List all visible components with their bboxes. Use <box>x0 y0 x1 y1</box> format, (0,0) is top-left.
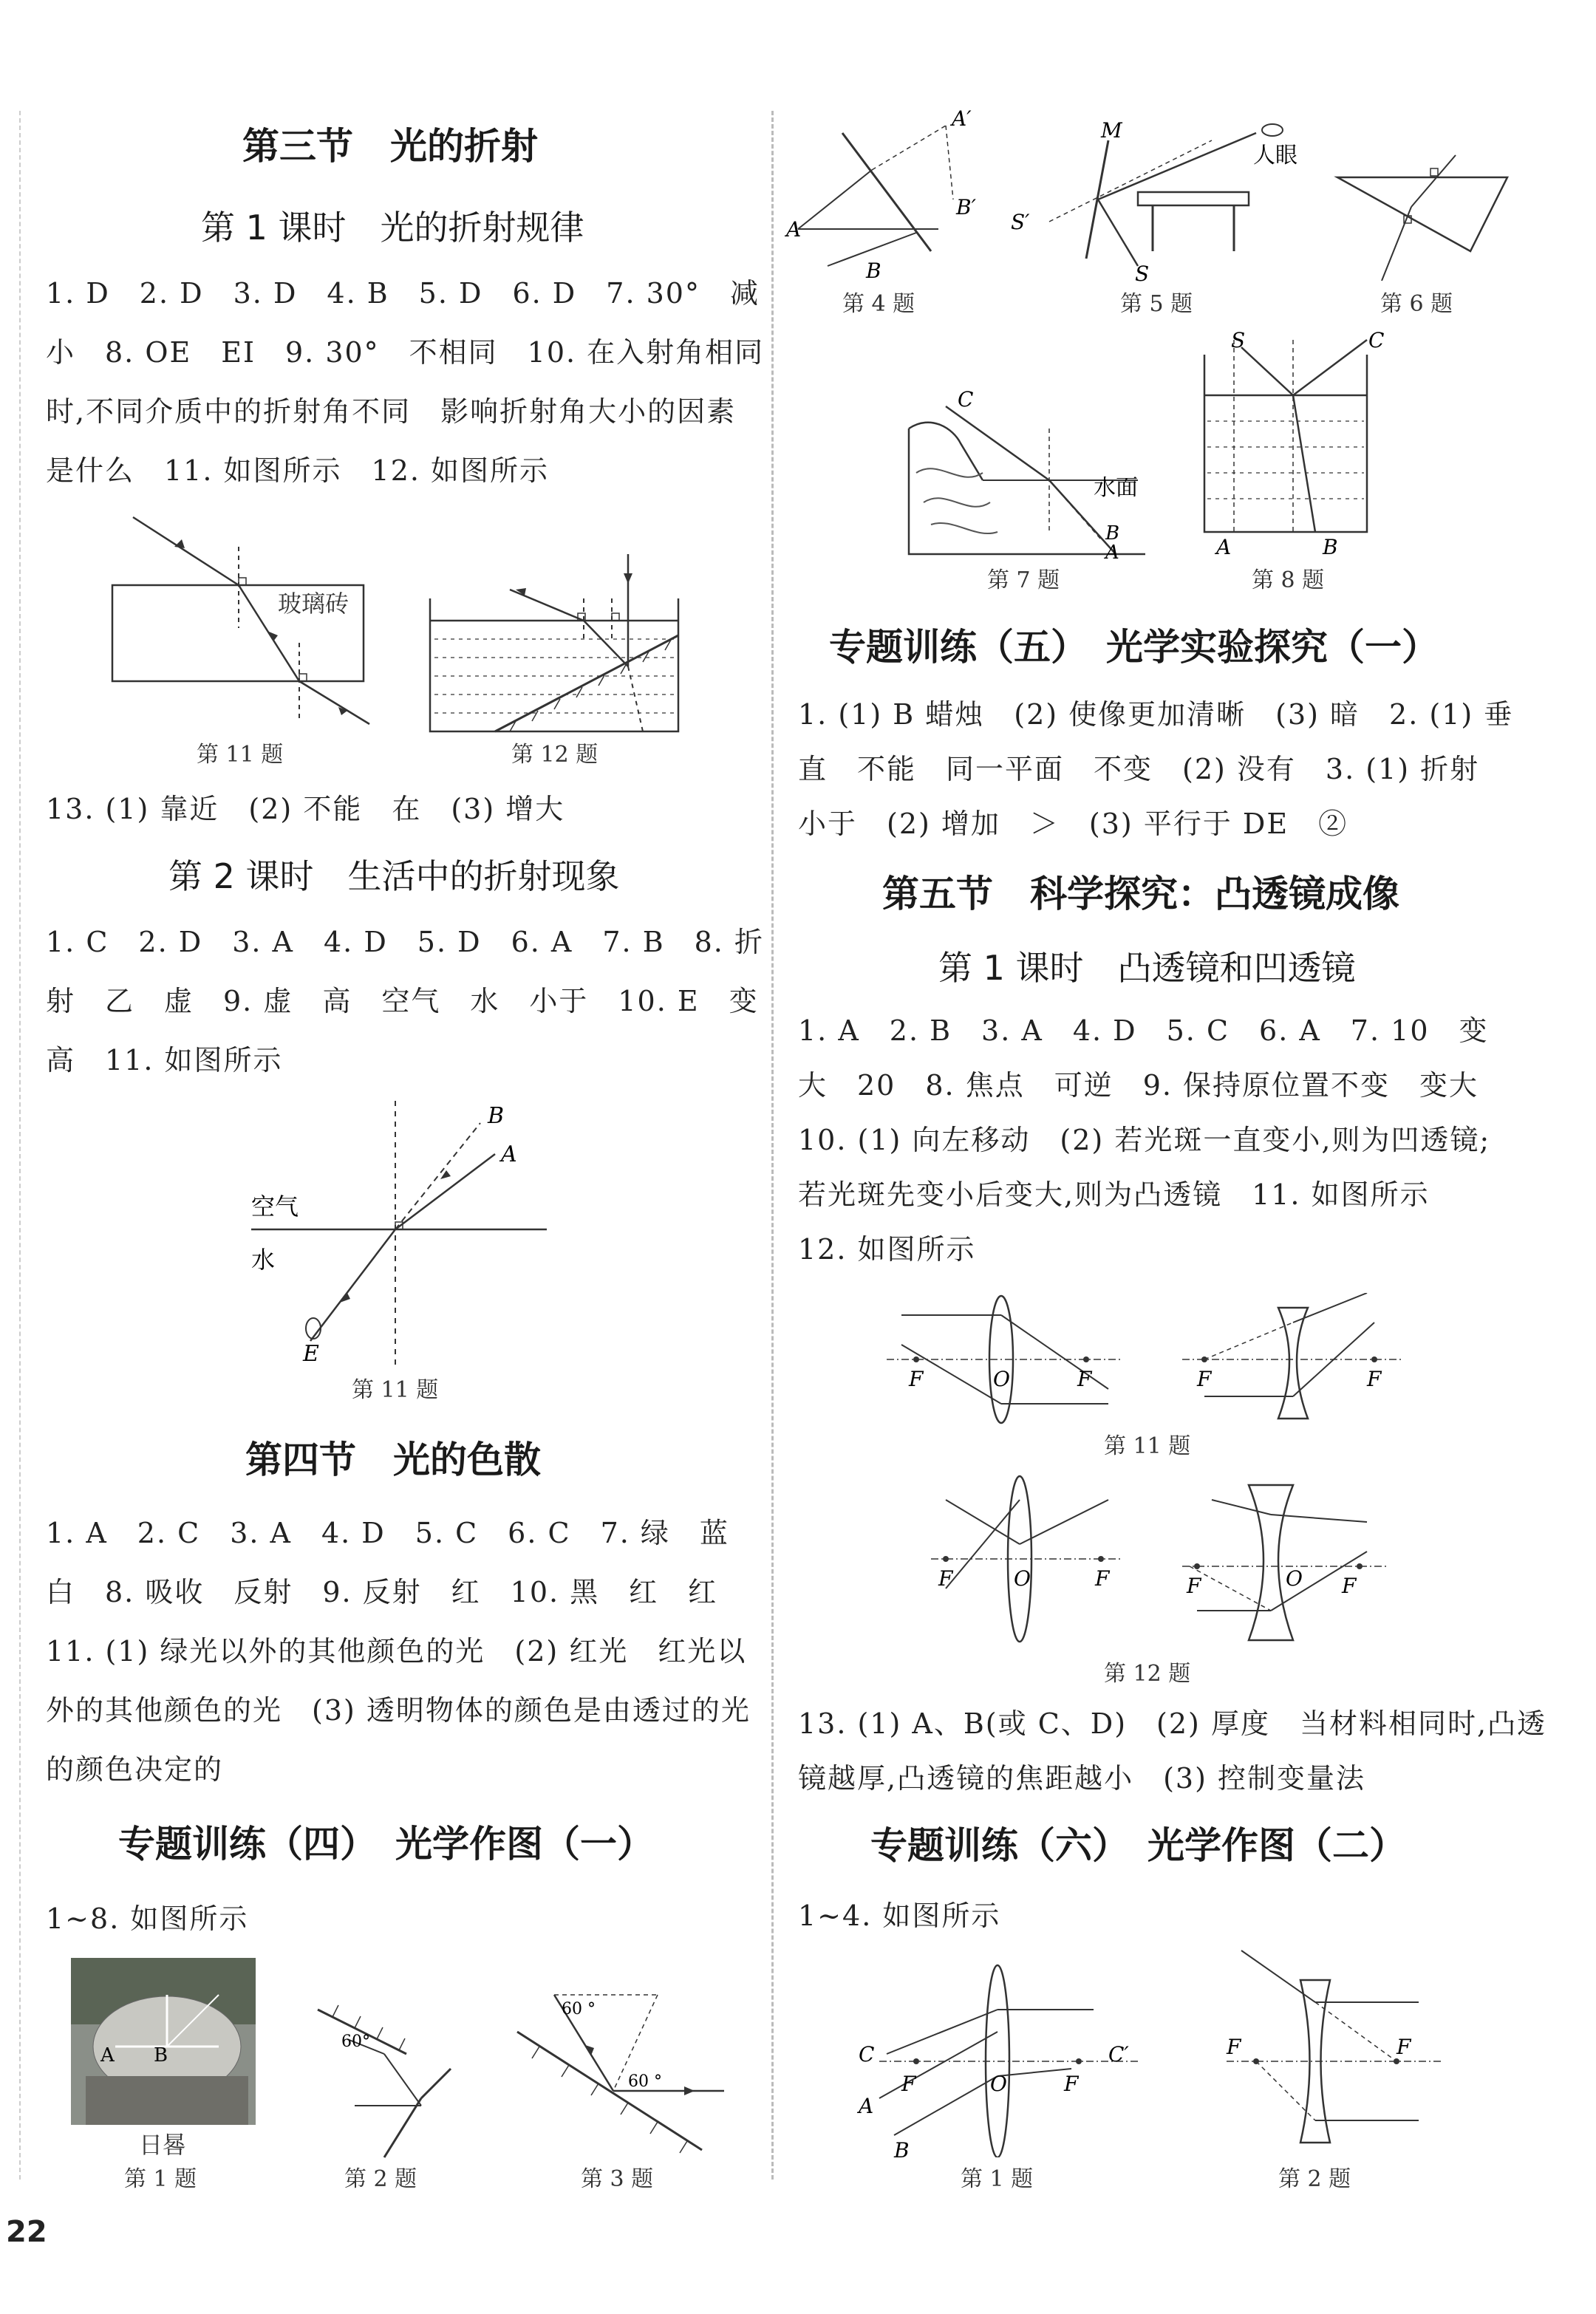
figure-t6-convex <box>850 1950 1160 2157</box>
svg-text:A: A <box>1105 542 1119 562</box>
svg-text:F: F <box>1064 2072 1079 2096</box>
svg-text:A: A <box>1216 535 1232 559</box>
page-number: 22 <box>6 2215 47 2249</box>
figure-t6-concave <box>1212 1943 1456 2150</box>
svg-text:F: F <box>909 1367 924 1391</box>
answer-line: 1. A 2. C 3. A 4. D 5. C 6. C 7. 绿 蓝 <box>46 1517 729 1549</box>
caption: 第 7 题 <box>987 567 1060 593</box>
figure-air-water <box>236 1093 547 1374</box>
answer-line: 13. (1) 靠近 (2) 不能 在 (3) 增大 <box>46 793 565 825</box>
caption: 第 3 题 <box>581 2166 654 2192</box>
caption: 第 4 题 <box>842 291 915 317</box>
answer-line: 1~4. 如图所示 <box>798 1900 1001 1932</box>
caption: 第 11 题 <box>352 1377 439 1403</box>
glass-label: 玻璃砖 <box>278 590 349 618</box>
svg-text:F: F <box>1227 2035 1241 2059</box>
answer-line: 1. A 2. B 3. A 4. D 5. C 6. A 7. 10 变 <box>798 1014 1489 1047</box>
svg-text:C′: C′ <box>1108 2042 1129 2066</box>
svg-text:F: F <box>1342 1574 1357 1598</box>
topic6-title: 专题训练（六） 光学作图（二） <box>870 1824 1406 1867</box>
water-surface-label: 水面 <box>1094 475 1138 501</box>
figure-two-mirrors <box>303 1995 458 2165</box>
figure-concave-lens-11 <box>1175 1293 1411 1426</box>
answer-line: 射 乙 虚 9. 虚 高 空气 水 小于 10. E 变 <box>46 985 759 1017</box>
figure-tank-8 <box>1197 325 1396 562</box>
lesson51-title: 第 1 课时 凸透镜和凹透镜 <box>938 948 1356 988</box>
svg-text:O: O <box>1286 1566 1303 1591</box>
svg-text:B: B <box>1105 522 1120 545</box>
answer-line: 高 11. 如图所示 <box>46 1044 283 1076</box>
lesson1-title: 第 1 课时 光的折射规律 <box>201 208 584 248</box>
section4-title: 第四节 光的色散 <box>245 1438 541 1481</box>
caption: 第 1 题 <box>124 2166 197 2192</box>
label-a: A <box>501 1141 517 1167</box>
section3-title: 第三节 光的折射 <box>242 125 538 168</box>
svg-text:C: C <box>859 2042 875 2066</box>
caption: 第 12 题 <box>511 742 598 768</box>
figure-prism-6 <box>1330 148 1515 281</box>
svg-text:F: F <box>1367 1367 1382 1391</box>
answer-line: 小于 (2) 增加 ＞ (3) 平行于 DE ② <box>798 808 1348 840</box>
water-label: 水 <box>251 1246 276 1274</box>
figure-convex-lens-11 <box>879 1293 1130 1426</box>
figure-concave-lens-12 <box>1175 1478 1396 1648</box>
svg-text:S: S <box>1135 262 1150 286</box>
svg-text:S′: S′ <box>1011 210 1030 234</box>
svg-text:A′: A′ <box>952 106 972 131</box>
figure-mirror-5 <box>1005 111 1300 288</box>
svg-text:F: F <box>1187 1574 1201 1598</box>
answer-line: 1~8. 如图所示 <box>46 1902 249 1935</box>
answer-line: 白 8. 吸收 反射 9. 反射 红 10. 黑 红 红 <box>46 1576 718 1608</box>
left-margin-line <box>19 111 21 2180</box>
caption: 第 11 题 <box>1104 1433 1191 1459</box>
answer-line: 若光斑先变小后变大,则为凸透镜 11. 如图所示 <box>798 1178 1430 1211</box>
label-e: E <box>303 1341 319 1367</box>
topic5-title: 专题训练（五） 光学实验探究（一） <box>829 626 1439 669</box>
answer-line: 时,不同介质中的折射角不同 影响折射角大小的因素 <box>46 395 737 428</box>
figure-convex-lens-12 <box>924 1470 1130 1648</box>
figure-water-tank <box>421 547 687 739</box>
caption: 第 6 题 <box>1380 291 1453 317</box>
svg-text:C: C <box>1368 328 1385 352</box>
answer-line: 直 不能 同一平面 不变 (2) 没有 3. (1) 折射 <box>798 753 1480 785</box>
answer-line: 12. 如图所示 <box>798 1233 976 1266</box>
svg-text:O: O <box>993 1367 1010 1391</box>
svg-text:M: M <box>1101 118 1122 143</box>
svg-text:B′: B′ <box>956 195 976 219</box>
figure-shore-7 <box>901 384 1153 562</box>
caption: 第 1 题 <box>961 2166 1034 2192</box>
topic4-title: 专题训练（四） 光学作图（一） <box>118 1823 654 1866</box>
answer-line: 13. (1) A、B(或 C、D) (2) 厚度 当材料相同时,凸透 <box>798 1707 1547 1740</box>
eye-label: 人眼 <box>1253 143 1297 168</box>
svg-text:A: A <box>859 2094 874 2118</box>
figure-incline-mirror <box>510 1987 732 2157</box>
figure-plane-mirror-4 <box>783 103 998 281</box>
caption: 第 2 题 <box>344 2166 417 2192</box>
svg-text:F: F <box>1197 1367 1212 1391</box>
sundial-label: 日晷 <box>139 2131 187 2159</box>
svg-text:F: F <box>1077 1367 1092 1391</box>
caption: 第 2 题 <box>1278 2166 1351 2192</box>
svg-text:S: S <box>1231 328 1246 352</box>
answer-line: 是什么 11. 如图所示 12. 如图所示 <box>46 454 550 487</box>
caption: 第 8 题 <box>1252 567 1325 593</box>
section5-title: 第五节 科学探究：凸透镜成像 <box>882 873 1399 915</box>
angle-label: 60° <box>341 2033 370 2051</box>
angle-label: 60 ° <box>562 2000 596 2018</box>
caption: 第 12 题 <box>1104 1661 1191 1687</box>
answer-line: 1. (1) B 蜡烛 (2) 使像更加清晰 (3) 暗 2. (1) 垂 <box>798 698 1514 731</box>
svg-text:O: O <box>1014 1566 1031 1591</box>
svg-text:B: B <box>894 2138 910 2157</box>
answer-line: 1. C 2. D 3. A 4. D 5. D 6. A 7. B 8. 折 <box>46 926 764 958</box>
svg-text:O: O <box>990 2072 1007 2096</box>
figure-glass-brick <box>103 502 384 731</box>
svg-text:B: B <box>154 2044 168 2066</box>
angle-label: 60 ° <box>628 2072 662 2091</box>
lesson2-title: 第 2 课时 生活中的折射现象 <box>168 856 620 896</box>
sundial-photo <box>71 1958 256 2125</box>
column-divider <box>771 111 774 2180</box>
answer-line: 10. (1) 向左移动 (2) 若光斑一直变小,则为凹透镜; <box>798 1124 1491 1156</box>
caption: 第 11 题 <box>197 742 284 768</box>
answer-line: 小 8. OE EI 9. 30° 不相同 10. 在入射角相同 <box>46 336 765 369</box>
answer-line: 的颜色决定的 <box>46 1753 224 1786</box>
answer-line: 镜越厚,凸透镜的焦距越小 (3) 控制变量法 <box>798 1762 1365 1795</box>
svg-text:F: F <box>1095 1566 1110 1591</box>
svg-text:F: F <box>901 2072 916 2096</box>
label-b: B <box>488 1103 505 1129</box>
air-label: 空气 <box>251 1192 299 1221</box>
svg-text:C: C <box>958 387 974 412</box>
svg-text:A: A <box>100 2044 115 2066</box>
answer-line: 11. (1) 绿光以外的其他颜色的光 (2) 红光 红光以 <box>46 1635 747 1668</box>
svg-text:B: B <box>866 259 881 281</box>
svg-text:F: F <box>1396 2035 1411 2059</box>
caption: 第 5 题 <box>1120 291 1193 317</box>
answer-line: 外的其他颜色的光 (3) 透明物体的颜色是由透过的光 <box>46 1694 751 1727</box>
answer-line: 大 20 8. 焦点 可逆 9. 保持原位置不变 变大 <box>798 1069 1479 1102</box>
svg-text:B: B <box>1323 535 1338 559</box>
answer-line: 1. D 2. D 3. D 4. B 5. D 6. D 7. 30° 减 <box>46 277 760 310</box>
svg-text:A: A <box>786 217 802 242</box>
svg-text:F: F <box>938 1566 953 1591</box>
